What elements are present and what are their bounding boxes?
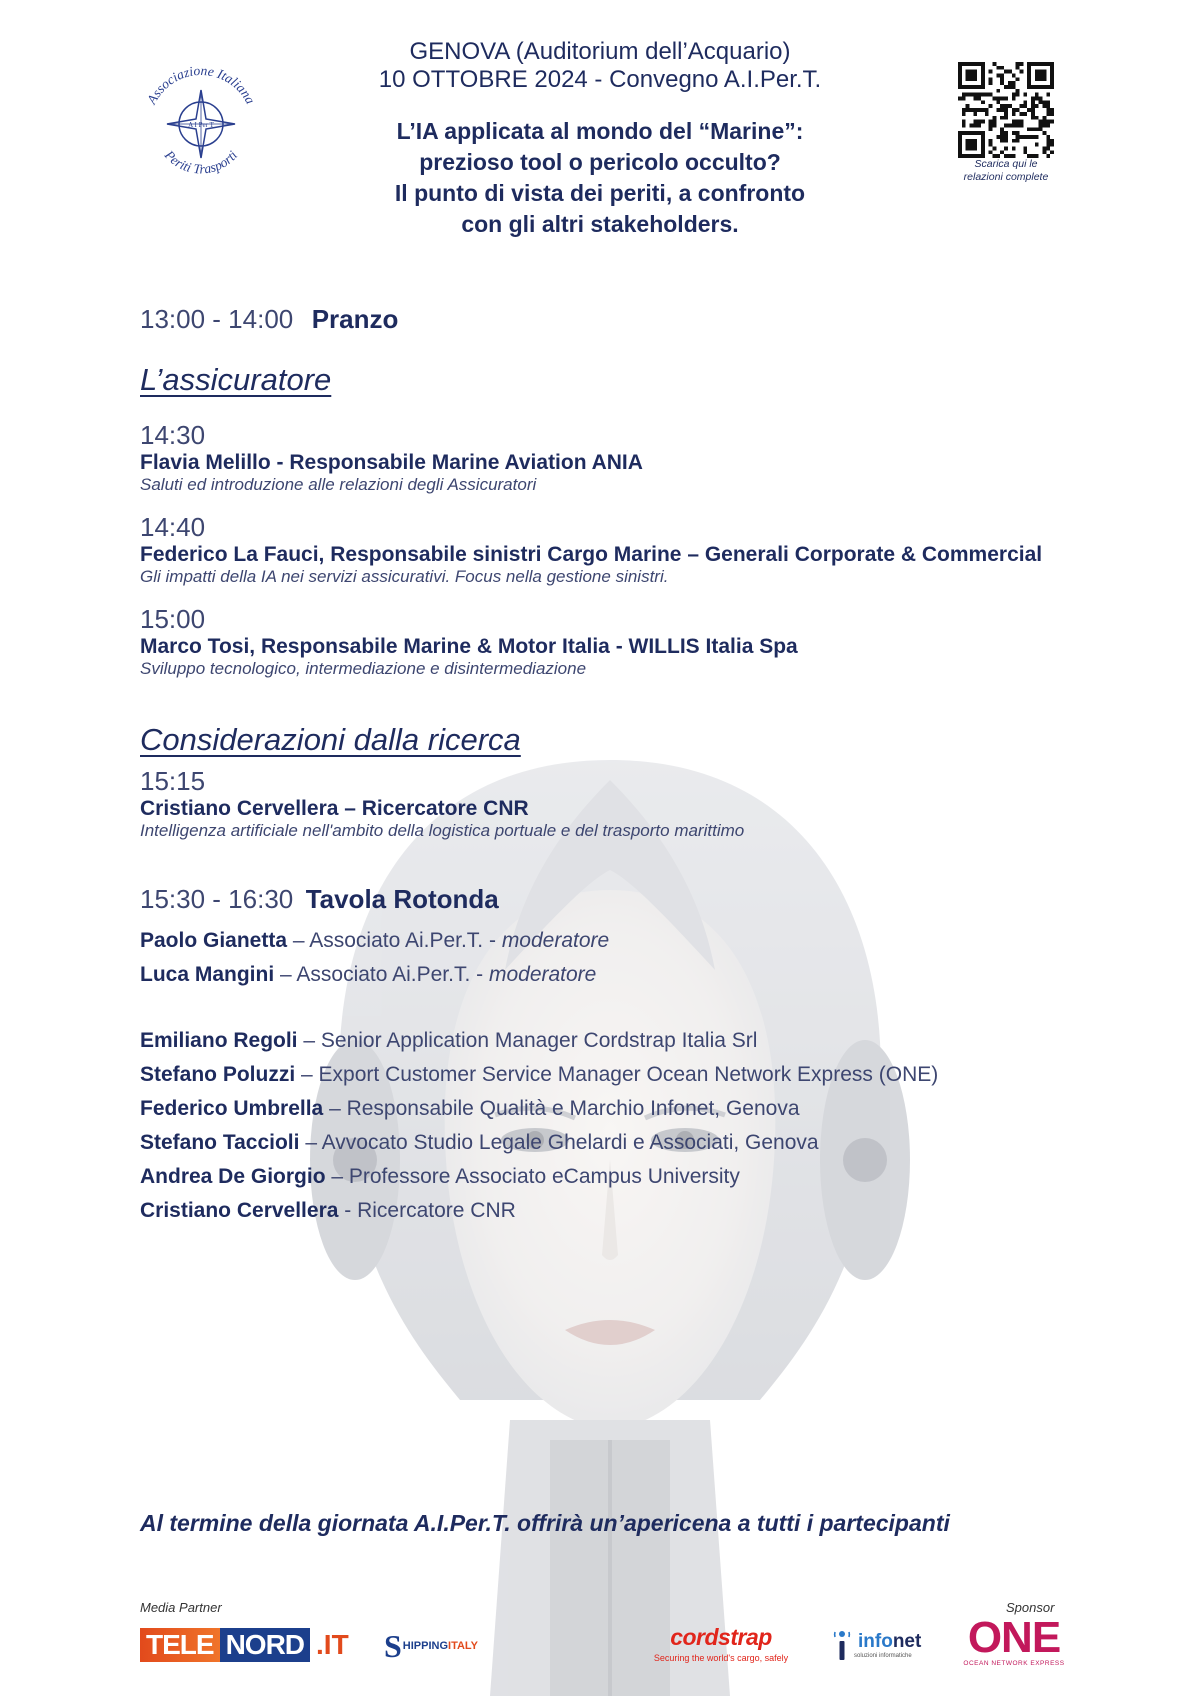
qr-caption — [950, 158, 1062, 184]
title-line: con gli altri stakeholders. — [461, 211, 739, 237]
talk-speaker: Marco Tosi, Responsabile Marine & Motor Italia - WILLIS Italia Spa — [140, 635, 798, 658]
talk-item — [140, 766, 744, 841]
talk-time: 15:15 — [140, 766, 206, 796]
panelist-role: - Ricercatore CNR — [338, 1199, 516, 1222]
talk-time: 14:40 — [140, 512, 206, 542]
lunch-time: 13:00 - 14:00 — [140, 304, 294, 334]
qr-code[interactable] — [958, 62, 1054, 158]
one-wordmark: ONE — [967, 1613, 1061, 1662]
panelist-name: Andrea De Giorgio — [140, 1165, 326, 1188]
panelist-role: – Avvocato Studio Legale Ghelardi e Associati, Genova — [299, 1131, 819, 1154]
infonet-logo[interactable] — [830, 1628, 921, 1662]
panelist-name: Emiliano Regoli — [140, 1029, 298, 1052]
panelist-role: – Senior Application Manager Cordstrap Italia Srl — [297, 1029, 758, 1052]
header — [300, 38, 900, 240]
round-table-row — [140, 884, 499, 915]
moderator-row — [140, 924, 609, 958]
media-partner-label: Media Partner — [140, 1600, 222, 1615]
talk-time: 15:00 — [140, 604, 206, 634]
moderator-role: – Associato Ai.Per.T. - — [287, 929, 502, 952]
moderator-name: Luca Mangini — [140, 963, 275, 986]
panelist-role: – Responsabile Qualità e Marchio Infonet, Genova — [323, 1097, 800, 1120]
panelist-row — [140, 1126, 938, 1160]
shipping-logo-word: ITALY — [448, 1640, 478, 1652]
lunch-row — [140, 304, 398, 335]
logo-center-text: A I Per T — [188, 121, 214, 129]
shipping-logo-initial: S — [384, 1627, 402, 1664]
telenord-logo[interactable] — [140, 1628, 349, 1662]
telenord-logo-part: TELE — [140, 1628, 220, 1662]
moderator-name: Paolo Gianetta — [140, 929, 288, 952]
panelist-name: Stefano Taccioli — [140, 1131, 300, 1154]
qr-caption-line: Scarica qui le — [974, 158, 1038, 170]
panelist-role: – Professore Associato eCampus University — [325, 1165, 740, 1188]
round-table-time: 15:30 - 16:30 — [140, 884, 294, 914]
moderator-row — [140, 958, 609, 992]
panelist-list — [140, 1024, 938, 1228]
round-table-label: Tavola Rotonda — [305, 884, 499, 914]
venue-line: GENOVA (Auditorium dell’Acquario) — [409, 38, 791, 65]
section-heading-research: Considerazioni dalla ricerca — [140, 722, 521, 757]
cordstrap-wordmark: cordstrap — [670, 1624, 772, 1650]
moderator-role-italic: moderatore — [501, 929, 610, 952]
title-line: L’IA applicata al mondo del “Marine”: — [396, 118, 804, 144]
infonet-word: net — [892, 1631, 922, 1652]
talk-description: Gli impatti della IA nei servizi assicurativi. Focus nella gestione sinistri. — [140, 567, 669, 586]
talk-item — [140, 512, 1042, 587]
one-logo[interactable] — [958, 1613, 1070, 1667]
moderator-role-italic: moderatore — [488, 963, 597, 986]
title-line: prezioso tool o pericolo occulto? — [419, 149, 781, 175]
cordstrap-tagline: Securing the world's cargo, safely — [653, 1653, 789, 1663]
talk-description: Saluti ed introduzione alle relazioni degli Assicuratori — [140, 475, 537, 494]
date-line: 10 OTTOBRE 2024 - Convegno A.I.Per.T. — [378, 66, 822, 93]
panelist-role: – Export Customer Service Manager Ocean Network Express (ONE) — [295, 1063, 939, 1086]
infonet-wordmark — [858, 1631, 921, 1653]
panelist-name: Stefano Poluzzi — [140, 1063, 296, 1086]
infonet-subtitle: soluzioni informatiche — [854, 1653, 912, 1659]
one-subtitle: OCEAN NETWORK EXPRESS — [963, 1660, 1065, 1667]
event-title — [300, 116, 900, 240]
telenord-logo-part: NORD — [220, 1628, 310, 1662]
section-heading-insurer: L’assicuratore — [140, 362, 332, 397]
moderator-role: – Associato Ai.Per.T. - — [274, 963, 489, 986]
moderator-list — [140, 924, 609, 992]
logo-text-top: Associazione Italiana — [143, 62, 259, 107]
shipping-logo-word: HIPPING — [402, 1640, 449, 1652]
panelist-row — [140, 1160, 938, 1194]
infonet-icon — [830, 1628, 854, 1662]
talk-item — [140, 604, 798, 679]
panelist-row — [140, 1024, 938, 1058]
talk-description: Sviluppo tecnologico, intermediazione e disintermediazione — [140, 659, 587, 678]
panelist-row — [140, 1194, 938, 1228]
panelist-name: Federico Umbrella — [140, 1097, 324, 1120]
cordstrap-logo[interactable] — [646, 1624, 796, 1663]
panelist-row — [140, 1058, 938, 1092]
talk-speaker: Cristiano Cervellera – Ricercatore CNR — [140, 797, 529, 820]
talk-speaker: Flavia Melillo - Responsabile Marine Aviation ANIA — [140, 451, 643, 474]
panelist-name: Cristiano Cervellera — [140, 1199, 339, 1222]
talk-item — [140, 420, 643, 495]
talk-time: 14:30 — [140, 420, 206, 450]
qr-caption-line: relazioni complete — [963, 171, 1049, 183]
sponsor-label: Sponsor — [1006, 1600, 1055, 1615]
title-line: Il punto di vista dei periti, a confronto — [394, 180, 806, 206]
shipping-logo-text — [403, 1640, 478, 1652]
infonet-word: info — [858, 1631, 893, 1652]
aipert-logo — [138, 56, 264, 186]
panelist-row — [140, 1092, 938, 1126]
telenord-logo-suffix: .IT — [316, 1629, 349, 1660]
talk-speaker: Federico La Fauci, Responsabile sinistri Cargo Marine – Generali Corporate & Commercial — [140, 543, 1043, 566]
talk-description: Intelligenza artificiale nell'ambito della logistica portuale e del trasporto marittimo — [140, 821, 745, 840]
logo-text-bottom: Periti Trasporti — [161, 147, 241, 177]
closing-note: Al termine della giornata A.I.Per.T. offrirà un’apericena a tutti i partecipanti — [140, 1510, 950, 1536]
lunch-label: Pranzo — [311, 304, 399, 334]
shipping-italy-logo[interactable] — [384, 1628, 478, 1664]
